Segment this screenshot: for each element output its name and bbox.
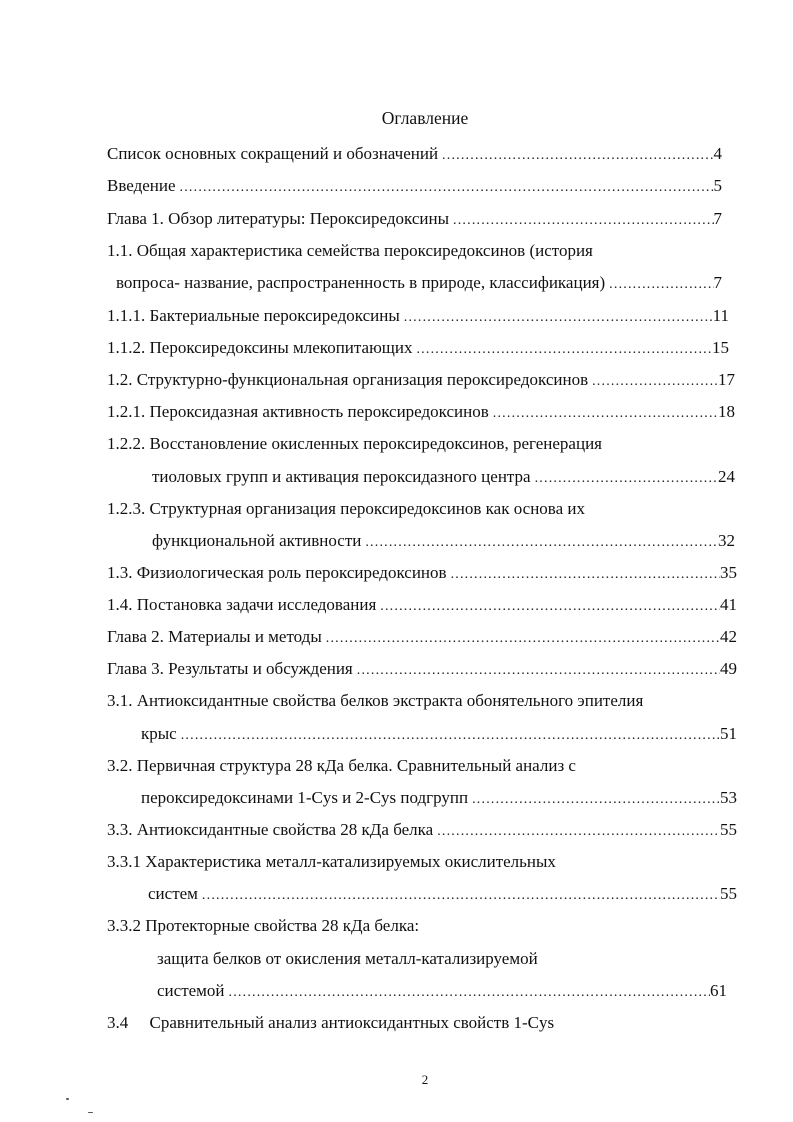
toc-entry-page: 24 <box>718 467 735 486</box>
toc-entry-1-3 <box>107 562 737 586</box>
toc-entry-page: 55 <box>720 820 737 839</box>
toc-entry-page: 61 <box>710 981 727 1000</box>
toc-entry-page: 35 <box>720 563 737 582</box>
dot-leader <box>609 274 713 296</box>
toc-entry-page: 49 <box>720 659 737 678</box>
toc-entry-3-3-1-line-1: 3.3.1 Характеристика металл-катализируемых окислительных <box>107 852 556 871</box>
toc-entry-page: 53 <box>720 788 737 807</box>
toc-entry-page: 11 <box>712 306 729 325</box>
toc-entry-1-2-1 <box>107 401 735 425</box>
toc-entry-3-1-line-1: 3.1. Антиоксидантные свойства белков экстракта обонятельного эпителия <box>107 691 644 710</box>
scan-speck <box>66 1098 69 1100</box>
toc-entry-chapter-2 <box>107 626 737 650</box>
toc-entry-text: пероксиредоксинами 1-Cys и 2-Cys подгрупп <box>141 788 469 807</box>
dot-leader <box>380 596 720 618</box>
toc-entry-3-4: 3.4 Сравнительный анализ антиоксидантных свойств 1-Cys <box>107 1013 555 1032</box>
toc-entry-text: Список основных сокращений и обозначений <box>107 144 439 163</box>
toc-entry-3-2-line-2 <box>141 787 737 811</box>
toc-entry-page: 4 <box>713 144 722 163</box>
toc-entry-page: 32 <box>718 531 735 550</box>
dot-leader <box>451 564 720 586</box>
toc-entry-text: 1.1.2. Пероксиредоксины млекопитающих <box>107 338 413 357</box>
toc-entry-text: Глава 1. Обзор литературы: Пероксиредоксины <box>107 209 450 228</box>
toc-entry-page: 55 <box>720 884 737 903</box>
dot-leader <box>472 789 720 811</box>
scan-speck <box>88 1112 93 1113</box>
toc-entry-1-1-1 <box>107 305 729 329</box>
toc-entry-text: вопроса- название, распространенность в природе, классификация) <box>116 273 606 292</box>
toc-entry-text: системой <box>157 981 225 1000</box>
toc-entry-1-1-line-1: 1.1. Общая характеристика семейства пероксиредоксинов (история <box>107 241 593 260</box>
toc-entry-3-3 <box>107 819 737 843</box>
toc-entry-text: функциональной активности <box>152 531 362 550</box>
toc-entry-1-2-3-line-1: 1.2.3. Структурная организация пероксиредоксинов как основа их <box>107 499 585 518</box>
toc-entry-text: 1.2. Структурно-функциональная организация пероксиредоксинов <box>107 370 589 389</box>
toc-entry-chapter-1 <box>107 208 722 232</box>
toc-entry-3-3-2-line-3 <box>157 980 727 1004</box>
toc-entry-page: 5 <box>713 176 722 195</box>
toc-entry-text: тиоловых групп и активация пероксидазного центра <box>152 467 531 486</box>
toc-entry-page: 42 <box>720 627 737 646</box>
toc-title: Оглавление <box>381 108 469 128</box>
toc-entry-page: 7 <box>713 209 722 228</box>
toc-entry-1-2-2-line-1: 1.2.2. Восстановление окисленных пероксиредоксинов, регенерация <box>107 434 602 453</box>
toc-entry-1-1-line-2 <box>116 272 722 296</box>
toc-entry-page: 7 <box>713 273 722 292</box>
toc-entry-page: 17 <box>718 370 735 389</box>
toc-entry-text: 3.3. Антиоксидантные свойства 28 кДа белка <box>107 820 434 839</box>
toc-entry-1-2-3-line-2 <box>152 530 735 554</box>
toc-entry-page: 51 <box>720 724 737 743</box>
toc-entry-text: систем <box>148 884 198 903</box>
toc-entry-3-3-2-line-1: 3.3.2 Протекторные свойства 28 кДа белка: <box>107 916 420 935</box>
dot-leader <box>404 307 713 329</box>
dot-leader <box>229 982 710 1004</box>
toc-entry-1-2 <box>107 369 735 393</box>
toc-entry-abbreviations <box>107 143 722 167</box>
toc-entry-text: крыс <box>141 724 177 743</box>
toc-entry-text: 1.1.1. Бактериальные пероксиредоксины <box>107 306 400 325</box>
toc-entry-page: 18 <box>718 402 735 421</box>
toc-entry-page: 41 <box>720 595 737 614</box>
dot-leader <box>180 177 714 199</box>
dot-leader <box>357 660 720 682</box>
dot-leader <box>592 371 718 393</box>
toc-entry-3-1-line-2 <box>141 723 737 747</box>
dot-leader <box>453 210 713 232</box>
toc-entry-3-3-1-line-2 <box>148 883 737 907</box>
toc-entry-1-1-2 <box>107 337 729 361</box>
toc-entry-text: 1.4. Постановка задачи исследования <box>107 595 377 614</box>
page-number: 2 <box>421 1072 429 1087</box>
toc-entry-chapter-3 <box>107 658 737 682</box>
toc-entry-3-2-line-1: 3.2. Первичная структура 28 кДа белка. Сравнительный анализ с <box>107 756 576 775</box>
dot-leader <box>442 145 713 167</box>
dot-leader <box>365 532 718 554</box>
dot-leader <box>202 885 720 907</box>
dot-leader <box>437 821 720 843</box>
dot-leader <box>181 725 720 747</box>
dot-leader <box>416 339 712 361</box>
toc-entry-3-3-2-line-2: защита белков от окисления металл-катализируемой <box>157 949 538 968</box>
toc-entry-1-4 <box>107 594 737 618</box>
dot-leader <box>493 403 718 425</box>
toc-entry-text: 1.3. Физиологическая роль пероксиредоксинов <box>107 563 447 582</box>
toc-entry-text: Глава 2. Материалы и методы <box>107 627 322 646</box>
toc-entry-1-2-2-line-2 <box>152 466 735 490</box>
dot-leader <box>535 468 718 490</box>
toc-entry-text: 1.2.1. Пероксидазная активность пероксиредоксинов <box>107 402 489 421</box>
toc-entry-page: 15 <box>712 338 729 357</box>
toc-entry-introduction <box>107 175 722 199</box>
toc-entry-text: Введение <box>107 176 176 195</box>
toc-entry-text: Глава 3. Результаты и обсуждения <box>107 659 353 678</box>
dot-leader <box>326 628 720 650</box>
